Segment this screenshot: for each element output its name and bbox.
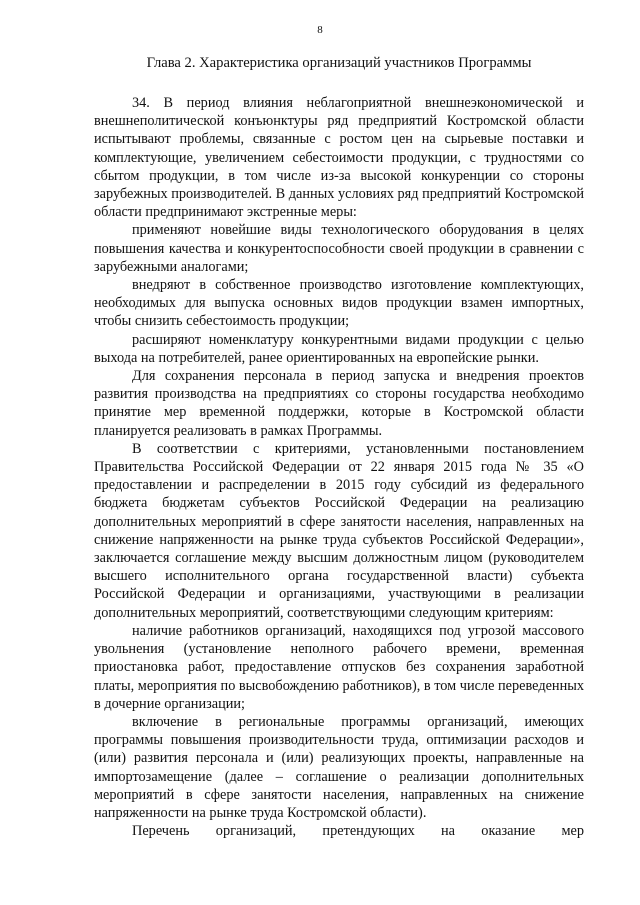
- page-number: 8: [317, 24, 323, 36]
- paragraph-list-start: Перечень организаций, претендующих на оказание мер: [132, 823, 584, 840]
- paragraph-criteria: В соответствии с критериями, установленными постановлением Правительства Российской Федерации от 22 января 2015 года № 35 «О предоставлении и распределении в 2015 году субсидий из федерального бюджета бюджетам субъектов Российской Федерации на реализацию дополнительных мероприятий в сфере занятости населения, направленных на снижение напряженности на рынке труда субъектов Российской Федерации», заключается соглашение между высшим должностным лицом (руководителем высшего исполнительного органа государственной власти) субъекта Российской Федерации и организациями, участвующими в реализации дополнительных мероприятий, соответствующими следующим критериям:: [94, 440, 584, 621]
- paragraph-intro: 34. В период влияния неблагоприятной внешнеэкономической и внешнеполитической конъюнктуры ряд предприятий Костромской области испытывают проблемы, связанные с ростом цен на сырьевые поставки и комплектующие, увеличением себестоимости продукции, с трудностями со сбытом продукции, в том числе из-за высокой конкуренции со стороны зарубежных производителей. В данных условиях ряд предприятий Костромской области предпринимают экстренные меры:: [94, 95, 584, 221]
- paragraph-criterion-dismissal: наличие работников организаций, находящихся под угрозой массового увольнения (установление неполного рабочего времени, временная приостановка работ, предоставление отпусков без сохранения заработной платы, мероприятия по высвобождению работников), в том числе переведенных в дочерние организации;: [94, 622, 584, 712]
- chapter-title: Глава 2. Характеристика организаций участников Программы: [146, 55, 532, 71]
- body-text: [94, 94, 584, 840]
- paragraph-measure-range: расширяют номенклатуру конкурентными видами продукции с целью выхода на потребителей, ранее ориентированных на европейские рынки.: [94, 331, 584, 366]
- paragraph-measure-components: внедряют в собственное производство изготовление комплектующих, необходимых для выпуска основных видов продукции взамен импортных, чтобы снизить себестоимость продукции;: [94, 277, 584, 330]
- paragraph-criterion-programs: включение в региональные программы организаций, имеющих программы повышения производительности труда, оптимизации расходов и (или) развития персонала и (или) реализующих проекты, направленные на импортозамещение (далее – соглашение о реализации дополнительных мероприятий в сфере занятости населения, направленных на снижение напряженности на рынке труда Костромской области).: [94, 713, 584, 821]
- paragraph-measure-equipment: применяют новейшие виды технологического оборудования в целях повышения качества и конкурентоспособности своей продукции в сравнении с зарубежными аналогами;: [94, 222, 584, 275]
- paragraph-staff-support: Для сохранения персонала в период запуска и внедрения проектов развития производства на предприятиях со стороны государства необходимо принятие мер временной поддержки, которые в Костромской области планируется реализовать в рамках Программы.: [94, 368, 584, 439]
